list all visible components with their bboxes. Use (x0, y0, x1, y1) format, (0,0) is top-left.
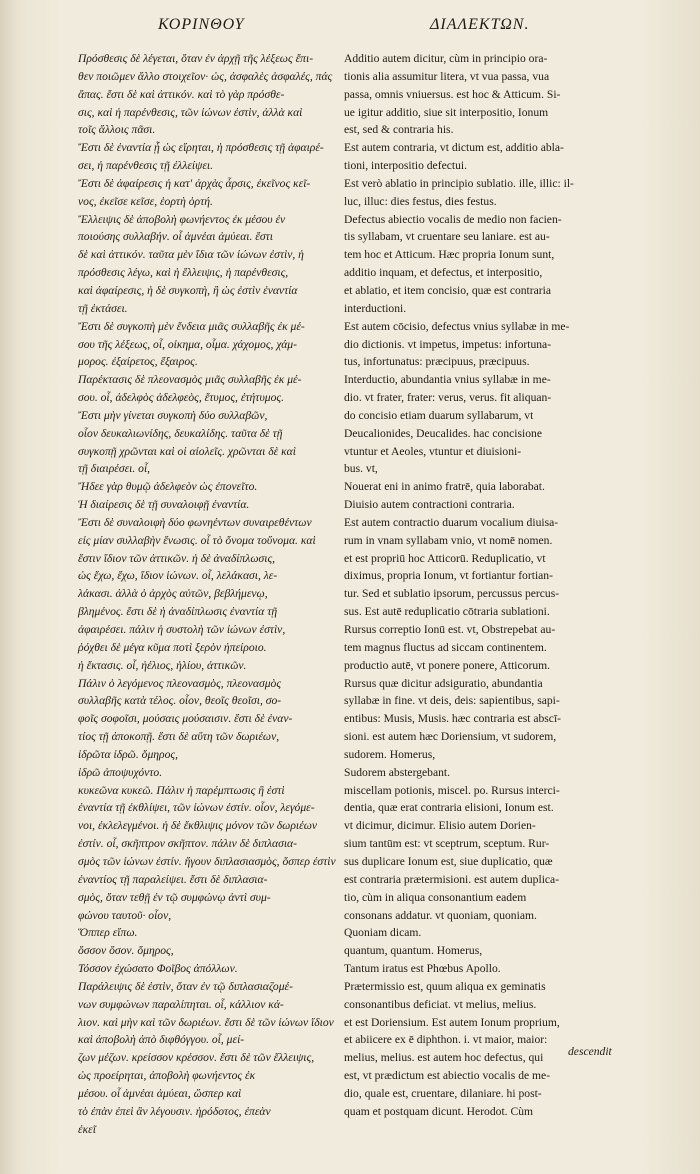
latin-text-line: Interductio, abundantia vnius syllabæ in me- (344, 373, 551, 387)
greek-text-line: Τόσσον ἐχώσατο Φοῖβος ἀπόλλων. (78, 962, 238, 976)
latin-text-line: Additio autem dicitur, cùm in principio ora- (344, 52, 548, 65)
latin-text-line: Est autem cōcisio, defectus vnius syllabæ in me- (344, 319, 570, 333)
greek-text-line: σει, ἡ παρένθεσις τῇ ἐλλείψει. (78, 159, 214, 173)
greek-text-line: ὅσσον ὅσον. ὅμηρος, (78, 944, 174, 958)
greek-text-line: μορος. ἐξαίρετος, ἔξαιρος. (78, 355, 198, 369)
latin-text-line: Rursus correptio Ionū est. vt, Obstrepebat au- (344, 623, 556, 636)
greek-text-line: ἐναντία τῇ ἐκθλίψει, τῶν ἰώνων ἐστίν. οἷον, λεγόμε- (78, 801, 315, 815)
running-head-left: ΚΟΡΙΝΘΟΥ (158, 16, 245, 33)
greek-text-line: Παρέκτασις δὲ πλεονασμὸς μιᾶς συλλαβῆς ἐκ μέ- (78, 373, 302, 387)
latin-text-line: et est Doriensium. Est autem Ionum proprium, (344, 1015, 560, 1029)
greek-text-line: νοι, ἐκλελεγμένοι. ἡ δὲ ἔκθλιψις μόνον τῶν δωριέων (78, 819, 318, 833)
greek-text-line: Πάλιν ὁ λεγόμενος πλεονασμὸς, πλεονασμὸς (78, 676, 282, 690)
greek-text-line: τῇ ἐκτάσει. (78, 301, 128, 315)
greek-text-line: σου τῆς λέξεως, οἷ, οἰκημα, οἶμα. χάχομος, χάμ- (78, 337, 297, 351)
latin-text-line: Diuisio autem contractioni contraria. (344, 498, 515, 512)
latin-text-line: miscellam potionis, miscel. po. Rursus interci- (344, 783, 560, 797)
latin-text-line: sus. Est autē reduplicatio cōtraria sublationi. (344, 605, 550, 619)
greek-text-line: λιον. καὶ μὴν καὶ τῶν δωριέων. ἔστι δὲ τῶν ἰώνων ἴδιον (78, 1015, 334, 1029)
latin-text-line: Tantum iratus est Phœbus Apollo. (344, 962, 501, 976)
greek-text-line: Ἔστι δὲ ἐναντία ᾗ ὡς εἴρηται, ἡ πρόσθεσις τῇ ἀφαιρέ- (78, 141, 324, 155)
greek-text-line: ῥόχθει δὲ μέγα κῦμα ποτὶ ξερὸν ἠπείροιο. (78, 640, 267, 654)
greek-text-line: σμὸς τῶν ἰώνων ἐστίν. ἤγουν διπλασιασμὸς, ὅσπερ ἐστὶν (78, 854, 336, 868)
latin-text-line: tioni, interpositio defectui. (344, 159, 467, 173)
latin-text-line: rum in vnam syllabam vnio, vt nomē nomen. (344, 533, 553, 547)
latin-text-line: sium tantūm est: vt sceptrum, sceptum. Rur- (344, 837, 550, 851)
greek-text-line: ἀφαιρέσει. πάλιν ἡ συστολὴ τῶν ἰώνων ἐστὶν, (78, 623, 286, 636)
latin-text-line: dentia, quæ erat contraria elisioni, Ionum est. (344, 801, 554, 815)
latin-text-line: bus. vt, (344, 462, 378, 476)
greek-text-line: εἰς μίαν συλλαβὴν ἕνωσις. οἷ τὸ ὄνομα τοὔνομα. καὶ (78, 533, 316, 547)
latin-text-line: interductioni. (344, 301, 407, 315)
greek-text-line: σμὸς, ὅταν τεθῇ ἐν τῷ συμφώνῳ ἀντὶ συμ- (78, 890, 271, 904)
greek-text-line: κυκεῶνα κυκεῶ. Πάλιν ἡ παρέμπτωσις ἣ ἐστὶ (78, 783, 285, 797)
latin-text-line: est, vt prædictum est abiectio vocalis de me- (344, 1069, 551, 1083)
greek-text-line: ἐναντίος τῇ παραλείψει. ἔστι δὲ διπλασια- (78, 872, 268, 886)
greek-text-line: ζων μέζων. κρείσσον κρέσσον. ἔστι δὲ τῶν ἔλλειψις, (78, 1051, 315, 1065)
latin-text-line: est, sed & contraria his. (344, 123, 454, 137)
greek-text-line: ποιούσης συλλαβήν. οἷ ἀμνέαι ἀμύεαι. ἔστι (78, 230, 273, 244)
greek-text-line: Ἤδεε γὰρ θυμῷ ἀδελφεὸν ὡς ἐπονεῖτο. (78, 480, 258, 494)
latin-text-line: Est autem contractio duarum vocalium diuisa- (344, 515, 559, 529)
greek-text-line: πρόσθεσις λέγω, καὶ ἡ ἔλλειψις, ἡ παρένθεσις, (78, 266, 289, 280)
latin-text-line: dio, quale est, cruentare, dilaniare. hi post- (344, 1086, 542, 1100)
greek-text-line: σις, καὶ ἡ παρένθεσις, τῶν ἰώνων ἐστὶν, ἀλλὰ καὶ (78, 105, 303, 119)
greek-text-line: Ἡ διαίρεσις δὲ τῇ συναλοιφῇ ἐναντία. (78, 498, 250, 512)
greek-text-line: ἅπας. ἔστι δὲ καὶ ἀττικόν. καὶ τὸ γὰρ πρόσθε- (78, 87, 285, 101)
latin-text-line: melius, melius. est autem hoc defectus, qui (344, 1051, 544, 1065)
latin-text-line: tus, infortunatus: præcipuus, præcipuus. (344, 355, 530, 369)
latin-text-line: consonantibus deficiat. vt melius, melius. (344, 997, 537, 1011)
greek-text-line: βλημένος. ἔστι δὲ ἡ ἀναδίπλωσις ἐναντία τῇ (78, 605, 278, 619)
latin-text-line: Est verò ablatio in principio sublatio. ille, illic: il- (344, 176, 574, 190)
greek-text-line: ὡς προείρηται, ἀποβολὴ φωνήεντος ἐκ (78, 1069, 256, 1083)
latin-text-line: Rursus quæ dicitur adsiguratio, abundantia (344, 676, 543, 690)
greek-text-column (78, 50, 336, 1136)
latin-text-line: vt dicimur, dicimur. Elisio autem Dorien- (344, 819, 536, 833)
greek-text-line: νων συμφώνων παραλίπηται. οἷ, κάλλιον κά- (78, 997, 284, 1011)
latin-text-line: tem magnus fluctus ad siccam continentem. (344, 640, 547, 654)
greek-text-line: Ἔστι δὲ συναλοιφὴ δύο φωνηέντων συναιρεθέντων (78, 515, 312, 529)
greek-text-line: Ὅππερ εἴπω. (78, 926, 138, 940)
latin-text-line: sus duplicare Ionum est, siue duplicatio, quæ (344, 854, 553, 868)
greek-text-line: φώνου ταυτοῦ· οἷον, (78, 908, 172, 922)
latin-text-line: productio autē, vt ponere ponere, Atticorum. (344, 658, 551, 672)
latin-text-line: ue igitur additio, siue sit interpositio, Ionum (344, 105, 549, 119)
greek-text-line: θεν ποιῶμεν ἄλλο στοιχεῖον· ὡς, ἀσφαλὲς ἀσφαλές, πάς (78, 69, 333, 83)
latin-text-line: Est autem contraria, vt dictum est, additio abla- (344, 141, 564, 155)
latin-text-line: vtuntur et Aeoles, vtuntur et diuisioni- (344, 444, 522, 458)
greek-text-line: Ἔλλειψις δὲ ἀποβολὴ φωνήεντος ἐκ μέσου ἐν (78, 212, 286, 226)
greek-text-line: ἐστίν. οἷ, σκῆπτρον σκῆπτον. πάλιν δὲ διπλασια- (78, 837, 297, 851)
latin-text-line: tio, cùm in aliqua consonantium eadem (344, 890, 527, 904)
greek-text-line: Πρόσθεσις δὲ λέγεται, ὅταν ἐν ἀρχῇ τῆς λέξεως ἔπι- (78, 52, 314, 65)
greek-text-line: λάκασι. ἀλλὰ ὁ ἀρχὸς αὐτῶν, βεβλήμενῳ, (78, 587, 268, 601)
latin-text-line: passa, omnis vniuersus. est hoc & Atticum. Si- (344, 87, 561, 101)
latin-text-line: diximus, propria Ionum, vt fortiantur fortian- (344, 569, 553, 583)
greek-text-line: Ἔστι δὲ συγκοπὴ μὲν ἔνδεια μιᾶς συλλαβῆς ἐκ μέ- (78, 319, 305, 333)
latin-text-line: consonans addatur. vt quoniam, quoniam. (344, 908, 537, 922)
latin-text-line: Prætermissio est, quum aliqua ex geminatis (344, 979, 546, 993)
greek-text-line: φοῖς σοφοῖσι, μούσαις μούσαισιν. ἔστι δὲ ἐναν- (78, 712, 293, 726)
greek-text-line: ὡς ἔχω, ἔχω, ἴδιον ἰώνων. οἷ, λελάκασι, λε- (78, 569, 278, 583)
greek-text-line: τῇ διαιρέσει. οἷ, (78, 462, 151, 476)
greek-text-line: ἔστιν ἴδιον τῶν ἀττικῶν. ἡ δὲ ἀναδίπλωσις, (78, 551, 276, 565)
latin-text-line: tem hoc et Atticum. Hæc propria Ionum sunt, (344, 248, 555, 262)
latin-text-line: Deucalionides, Deucalides. hac concisione (344, 426, 542, 440)
latin-text-line: entibus: Musis, Musis. hæc contraria est abscī- (344, 712, 562, 726)
latin-text-line: quam et postquam dicunt. Herodot. Cùm (344, 1104, 534, 1118)
greek-text-line: ἡ ἔκτασις. οἷ, ἠέλιος, ἡλίου, ἀττικῶν. (78, 658, 247, 672)
latin-text-line: Quoniam dicam. (344, 926, 422, 940)
greek-text-line: ἱδρῶ ἀποψυχόντο. (78, 765, 163, 779)
latin-text-line: Defectus abiectio vocalis de medio non facien- (344, 212, 562, 226)
latin-text-line: additio inquam, et defectus, et interpositio, (344, 266, 543, 280)
latin-text-line: quantum, quantum. Homerus, (344, 944, 483, 958)
running-head-right: ΔΙΑΛΕΚΤΩΝ. (430, 16, 530, 33)
greek-text-line: τὸ ἐπὰν ἐπεὶ ἂν λέγουσιν. ἡρόδοτος, ἐπεὰν (78, 1104, 271, 1118)
latin-text-line: sioni. est autem hæc Doriensium, vt sudorem, (344, 730, 557, 744)
greek-text-line: οἷον δευκαλιωνίδης, δευκαλίδης. ταῦτα δὲ τῇ (78, 426, 283, 440)
greek-text-line: ἐκεῖ (78, 1122, 96, 1136)
latin-text-line: tionis alia assumitur litera, vt vua passa, vua (344, 69, 550, 83)
greek-text-line: δὲ καὶ ἀττικόν. ταῦτα μὲν ἴδια τῶν ἰώνων ἐστὶν, ἡ (78, 248, 304, 262)
latin-text-line: tur. Sed et sublatio ipsorum, percussus percus- (344, 587, 560, 601)
latin-text-line: Nouerat eni in animo fratrē, quia laborabat. (344, 480, 545, 494)
latin-text-line: dio dictionis. vt impetus, impetus: infortuna- (344, 337, 552, 351)
greek-text-line: σου. οἷ, ἀδελφὸς ἀδελφεὸς, ἔτυμος, ἐτήτυμος. (78, 391, 284, 405)
catchword: descendit (568, 1045, 612, 1058)
latin-text-line: sudorem. Homerus, (344, 747, 436, 761)
greek-text-line: καὶ ἀποβολὴ ἀπὸ διφθόγγου. οἷ, μεί- (78, 1033, 245, 1047)
latin-text-line: do concisio etiam duarum syllabarum, vt (344, 408, 534, 422)
greek-text-line: ἱδρῶτα ἰδρῶ. ὅμηρος, (78, 747, 178, 761)
greek-text-line: καὶ ἀφαίρεσις, ἡ δὲ συγκοπὴ, ἢ ὡς ἐστὶν ἐναντία (78, 283, 298, 297)
latin-text-line: est contraria prætermisioni. est autem duplica- (344, 872, 560, 886)
latin-text-line: Sudorem abstergebant. (344, 765, 451, 779)
greek-text-line: Ἔστι μὴν γίνεται συγκοπὴ δύο συλλαβῶν, (78, 408, 268, 422)
latin-text-line: et ablatio, et item concisio, quæ est contraria (344, 283, 552, 297)
greek-text-line: μέσου. οἷ ἀμνέαι ἀμύεαι, ὥσπερ καὶ (78, 1086, 242, 1100)
greek-text-line: Παράλειψις δὲ ἐστὶν, ὅταν ἐν τῷ διπλασιαζομέ- (78, 979, 293, 993)
greek-text-line: Ἔστι δὲ ἀφαίρεσις ἡ κατ' ἀρχὰς ἆρσις, ἐκεῖνος κεῖ- (78, 176, 311, 190)
greek-text-line: τοῖς ἄλλοις πᾶσι. (78, 123, 156, 137)
latin-text-line: et est propriū hoc Atticorū. Reduplicatio, vt (344, 551, 546, 565)
latin-text-line: tis syllabam, vt cruentare seu laniare. est au- (344, 230, 550, 244)
latin-text-line: syllabæ in fine. vt deis, deis: sapientibus, sapi- (344, 694, 560, 708)
latin-text-line: luc, illuc: dies festus, dies festus. (344, 194, 497, 208)
latin-text-line: dio. vt frater, frater: verus, verus. fit aliquan- (344, 391, 552, 405)
greek-text-line: τίος τῇ ἀποκοπῇ. ἔστι δὲ αὕτη τῶν δωριέων, (78, 730, 280, 744)
greek-text-line: νος, ἐκεῖσε κεῖσε, ἑορτὴ ὁρτή. (78, 194, 213, 208)
latin-text-line: et abiicere ex ē diphthon. i. vt maior, maior: (344, 1033, 548, 1047)
greek-text-line: συγκοπῇ χρῶνται καὶ οἱ αἰολεῖς. χρῶνται δὲ καὶ (78, 444, 296, 458)
greek-text-line: συλλαβῆς κατὰ τέλος. οἷον, θεοῖς θεοῖσι, σο- (78, 694, 282, 708)
